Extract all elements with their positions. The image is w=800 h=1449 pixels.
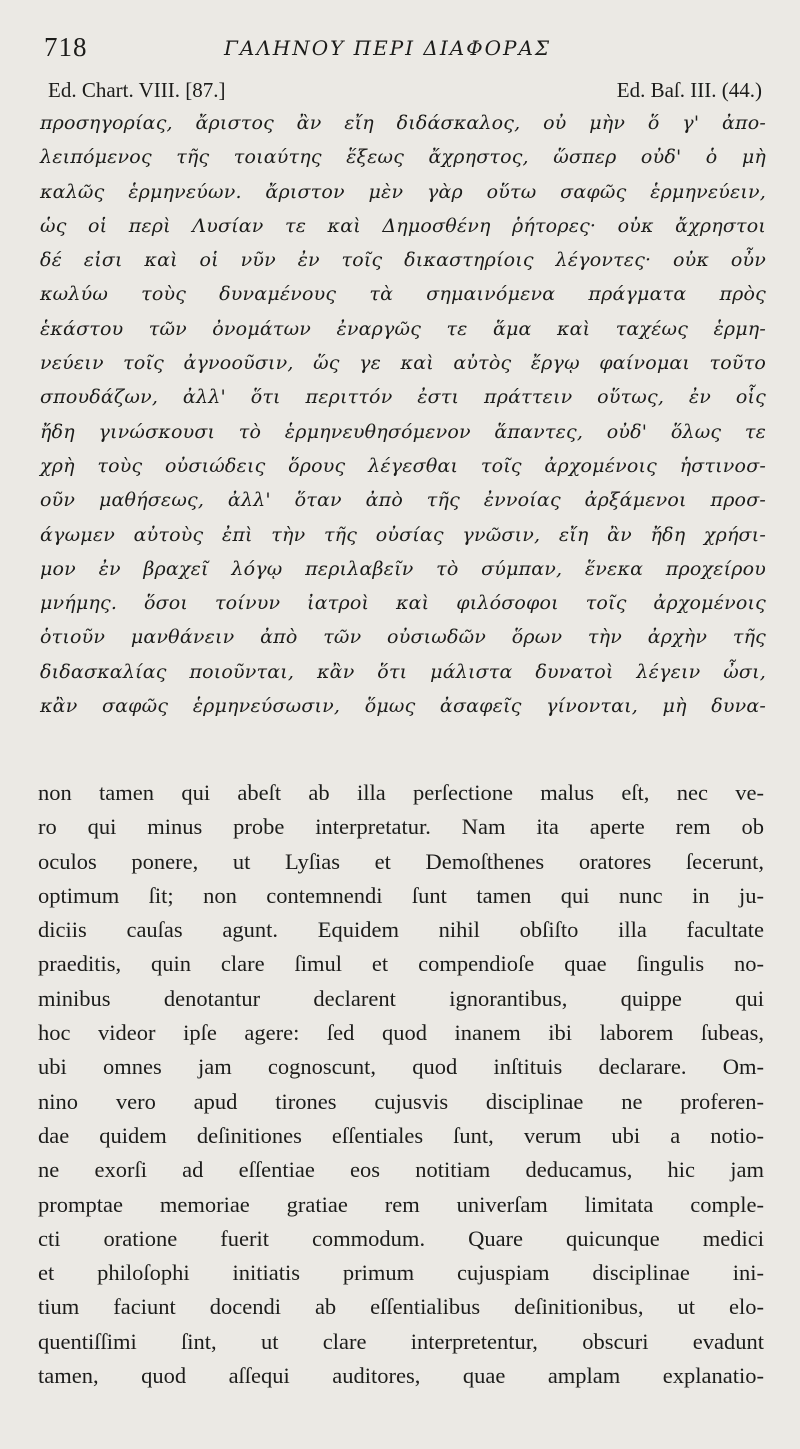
greek-line: ἤδη γινώσκουσι τὸ ἑρμηνευθησόμενον ἅπαντες, οὐδ' ὅλως τε (40, 420, 766, 443)
greek-line: ὡς οἱ περὶ Λυσίαν τε καὶ Δημοσθένη ῥήτορες· οὐκ ἄχρηστοι (40, 214, 766, 237)
latin-line: minibus denotantur declarent ignorantibus, quippe qui (38, 985, 764, 1011)
page-number: 718 (44, 32, 88, 62)
greek-line: κἂν σαφῶς ἑρμηνεύσωσιν, ὅμως ἀσαφεῖς γίνονται, μὴ δυνα- (40, 695, 766, 718)
latin-line: optimum ſit; non contemnendi ſunt tamen qui nunc in ju- (38, 882, 764, 908)
greek-line: λειπόμενος τῆς τοιαύτης ἕξεως ἄχρηστος, ὥσπερ οὐδ' ὁ μὴ (40, 146, 766, 169)
latin-line: et philoſophi initiatis primum cujuspiam disciplinae ini- (38, 1260, 764, 1286)
greek-line: δέ εἰσι καὶ οἱ νῦν ἐν τοῖς δικαστηρίοις λέγοντες· οὐκ οὖν (40, 249, 766, 272)
latin-line: oculos ponere, ut Lyſias et Demoſthenes oratores ſecerunt, (38, 848, 764, 874)
latin-line: nino vero apud tirones cujusvis disciplinae ne proferen- (38, 1088, 764, 1114)
edition-reference-line (40, 78, 762, 106)
greek-line: σπουδάζων, ἀλλ' ὅτι περιττόν ἐστι πράττειν οὕτως, ἐν οἷς (40, 386, 766, 409)
edition-reference-left: Ed. Chart. VIII. [87.] (48, 78, 226, 102)
latin-line: ro qui minus probe interpretatur. Nam ita aperte rem ob (38, 814, 764, 840)
greek-line: κωλύω τοὺς δυναμένους τὰ σημαινόμενα πράγματα πρὸς (40, 283, 766, 306)
latin-line: diciis cauſas agunt. Equidem nihil obſiſto illa facultate (38, 917, 764, 943)
latin-line: praeditis, quin clare ſimul et compendioſe quae ſingulis no- (38, 951, 764, 977)
greek-line: διδασκαλίας ποιοῦνται, κἂν ὅτι μάλιστα δυνατοὶ λέγειν ὦσι, (40, 660, 766, 683)
greek-line: ἑκάστου τῶν ὀνομάτων ἐναργῶς τε ἅμα καὶ ταχέως ἑρμη- (40, 317, 766, 340)
greek-line: ὁτιοῦν μανθάνειν ἀπὸ τῶν οὐσιωδῶν ὅρων τὴν ἀρχὴν τῆς (40, 626, 766, 649)
latin-line: hoc videor ipſe agere: ſed quod inanem ibi laborem ſubeas, (38, 1020, 764, 1046)
latin-line: promptae memoriae gratiae rem univerſam limitata comple- (38, 1191, 764, 1217)
greek-line: μνήμης. ὅσοι τοίνυν ἰατροὶ καὶ φιλόσοφοι τοῖς ἀρχομένοις (40, 592, 766, 615)
latin-line: ubi omnes jam cognoscunt, quod inſtituis declarare. Om- (38, 1054, 764, 1080)
greek-line: νεύειν τοῖς ἀγνοοῦσιν, ὥς γε καὶ αὐτὸς ἔργῳ φαίνομαι τοῦτο (40, 352, 766, 375)
latin-line: ne exorſi ad eſſentiae eos notitiam deducamus, hic jam (38, 1157, 764, 1183)
greek-line: προσηγορίας, ἄριστος ἂν εἴη διδάσκαλος, οὐ μὴν ὅ γ' ἀπο- (40, 112, 766, 134)
greek-line: μον ἐν βραχεῖ λόγῳ περιλαβεῖν τὸ σύμπαν, ἕνεκα προχείρου (40, 557, 766, 580)
greek-line: άγωμεν αὐτοὺς ἐπὶ τὴν τῆς οὐσίας γνῶσιν, εἴη ἂν ἤδη χρήσι- (40, 523, 766, 546)
page-header (34, 24, 774, 64)
running-head: ΓΑΛΗΝΟΥ ΠΕΡΙ ΔΙΑΦΟΡΑΣ (224, 36, 552, 60)
greek-line: χρὴ τοὺς οὐσιώδεις ὅρους λέγεσθαι τοῖς ἀρχομένοις ἡστινοσ- (40, 454, 766, 477)
latin-text-block (38, 776, 764, 1393)
latin-line: tamen, quod aſſequi auditores, quae amplam explanatio- (38, 1363, 764, 1389)
latin-line: quentiſſimi ſint, ut clare interpretentur, obscuri evadunt (38, 1328, 764, 1354)
latin-line: dae quidem deſinitiones eſſentiales ſunt, verum ubi a notio- (38, 1122, 764, 1148)
latin-line: cti oratione fuerit commodum. Quare quicunque medici (38, 1225, 764, 1251)
greek-line: καλῶς ἑρμηνεύων. ἄριστον μὲν γὰρ οὕτω σαφῶς ἑρμηνεύειν, (40, 180, 766, 203)
latin-line: tium faciunt docendi ab eſſentialibus deſinitionibus, ut elo- (38, 1294, 764, 1320)
latin-line: non tamen qui abeſt ab illa perſectione malus eſt, nec ve- (38, 780, 764, 805)
greek-line: οῦν μαθήσεως, ἀλλ' ὅταν ἀπὸ τῆς ἐννοίας ἀρξάμενοι προσ- (40, 489, 766, 512)
edition-reference-right: Ed. Baſ. III. (44.) (616, 78, 762, 102)
greek-text-block (40, 106, 766, 723)
